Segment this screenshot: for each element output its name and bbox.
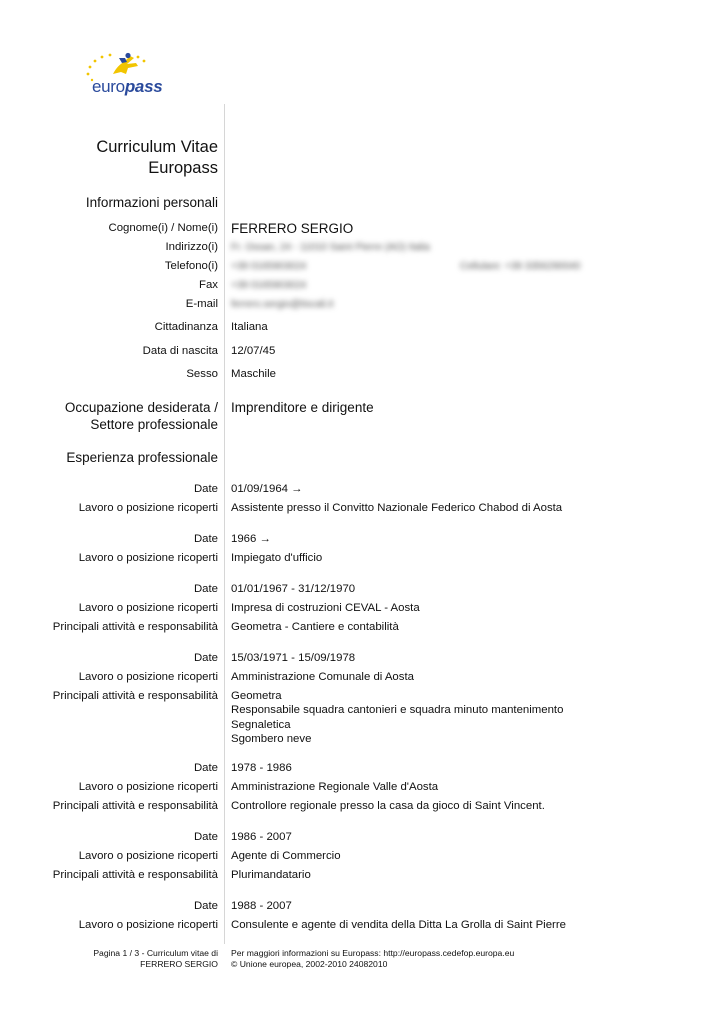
email-value: ferrero.sergio@tiscali.it bbox=[231, 299, 334, 310]
footer-europass-info: Per maggiori informazioni su Europass: http://europass.cedefop.europa.eu © Unione europea, 2002-2010 24082010 bbox=[231, 948, 515, 969]
birth-date-value: 12/07/45 bbox=[231, 345, 276, 357]
entry-6-position: Agente di Commercio bbox=[231, 850, 341, 862]
entry-1-date: 01/09/1964 → bbox=[231, 483, 303, 495]
citizenship-label: Cittadinanza bbox=[154, 321, 218, 333]
activity-line: Geometra bbox=[231, 690, 282, 702]
entry-4-activities-label: Principali attività e responsabilità bbox=[52, 690, 218, 702]
entry-1-date-label: Date bbox=[193, 483, 218, 495]
address-label: Indirizzo(i) bbox=[165, 241, 218, 253]
entry-2-date-label: Date bbox=[193, 533, 218, 545]
entry-5-position-label: Lavoro o posizione ricoperti bbox=[78, 781, 218, 793]
entry-4-date-label: Date bbox=[193, 652, 218, 664]
entry-5-date: 1978 - 1986 bbox=[231, 762, 292, 774]
fax-label: Fax bbox=[199, 279, 218, 291]
sex-label: Sesso bbox=[186, 368, 218, 380]
activity-line: Responsabile squadra cantonieri e squadra minuto mantenimento bbox=[231, 704, 564, 717]
entry-3-position: Impresa di costruzioni CEVAL - Aosta bbox=[231, 602, 420, 614]
entry-3-activities: Geometra - Cantiere e contabilità bbox=[231, 621, 399, 633]
citizenship-value: Italiana bbox=[231, 321, 268, 333]
europass-logo bbox=[80, 52, 170, 100]
entry-2-date: 1966 → bbox=[231, 533, 271, 545]
occupation-value: Imprenditore e dirigente bbox=[231, 400, 374, 415]
entry-4-position-label: Lavoro o posizione ricoperti bbox=[78, 671, 218, 683]
entry-7-date-label: Date bbox=[193, 900, 218, 912]
personal-info-heading: Informazioni personali bbox=[85, 195, 218, 210]
entry-6-activities: Plurimandatario bbox=[231, 869, 311, 881]
sex-value: Maschile bbox=[231, 368, 276, 380]
entry-4-position: Amministrazione Comunale di Aosta bbox=[231, 671, 414, 683]
phone-value: +39 0165903024 bbox=[231, 261, 307, 272]
column-divider bbox=[224, 104, 225, 944]
entry-7-position: Consulente e agente di vendita della Ditta La Grolla di Saint Pierre bbox=[231, 919, 566, 931]
entry-4-date: 15/03/1971 - 15/09/1978 bbox=[231, 652, 356, 664]
email-label: E-mail bbox=[185, 298, 218, 310]
entry-6-date: 1986 - 2007 bbox=[231, 831, 292, 843]
name-label: Cognome(i) / Nome(i) bbox=[108, 222, 218, 234]
entry-3-date: 01/01/1967 - 31/12/1970 bbox=[231, 583, 356, 595]
mobile-value: Cellulare: +39 3356290040 bbox=[460, 261, 581, 272]
entry-6-position-label: Lavoro o posizione ricoperti bbox=[78, 850, 218, 862]
entry-2-position-label: Lavoro o posizione ricoperti bbox=[78, 552, 218, 564]
entry-6-activities-label: Principali attività e responsabilità bbox=[52, 869, 218, 881]
cv-title: Curriculum Vitae Europass bbox=[96, 138, 218, 177]
entry-3-position-label: Lavoro o posizione ricoperti bbox=[78, 602, 218, 614]
occupation-label: Occupazione desiderata / Settore professionale bbox=[64, 400, 218, 432]
entry-3-activities-label: Principali attività e responsabilità bbox=[52, 621, 218, 633]
entry-1-position: Assistente presso il Convitto Nazionale Federico Chabod di Aosta bbox=[231, 502, 563, 514]
entry-1-position-label: Lavoro o posizione ricoperti bbox=[78, 502, 218, 514]
entry-4-activities bbox=[231, 689, 563, 746]
experience-heading: Esperienza professionale bbox=[66, 450, 218, 465]
entry-3-date-label: Date bbox=[193, 583, 218, 595]
birth-date-label: Data di nascita bbox=[142, 345, 218, 357]
phone-label: Telefono(i) bbox=[164, 260, 218, 272]
fax-value: +39 0165903024 bbox=[231, 280, 307, 291]
europass-wordmark: europass bbox=[92, 77, 163, 96]
footer-page-info: Pagina 1 / 3 - Curriculum vitae di FERRERO SERGIO bbox=[93, 948, 218, 969]
entry-5-position: Amministrazione Regionale Valle d'Aosta bbox=[231, 781, 439, 793]
activity-line: Segnaletica bbox=[231, 718, 291, 731]
entry-7-date: 1988 - 2007 bbox=[231, 900, 292, 912]
activity-line: Sgombero neve bbox=[231, 732, 312, 745]
entry-2-position: Impiegato d'ufficio bbox=[231, 552, 323, 564]
entry-7-position-label: Lavoro o posizione ricoperti bbox=[78, 919, 218, 931]
entry-6-date-label: Date bbox=[193, 831, 218, 843]
entry-5-activities-label: Principali attività e responsabilità bbox=[52, 800, 218, 812]
address-value: Fr. Ossan, 24 - 11010 Saint Pierre (AO) Italia bbox=[231, 242, 430, 253]
entry-5-date-label: Date bbox=[193, 762, 218, 774]
entry-5-activities: Controllore regionale presso la casa da gioco di Saint Vincent. bbox=[231, 800, 545, 812]
name-value: FERRERO SERGIO bbox=[231, 221, 354, 236]
